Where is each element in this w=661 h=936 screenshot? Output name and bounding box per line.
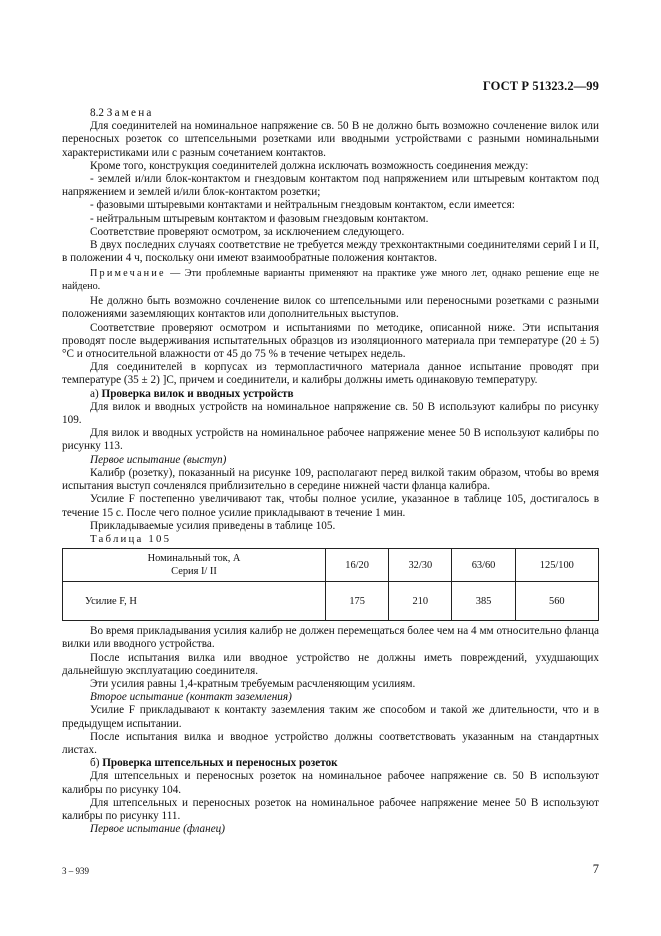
note-text: — Эти проблемные варианты применяют на практике уже много лет, однако решение еще не найдено. [62,268,599,292]
paragraph: Для вилок и вводных устройств на номинальное напряжение св. 50 В используют калибры по рисунку 109. [62,400,599,427]
paragraph: Для штепсельных и переносных розеток на номинальное рабочее напряжение св. 50 В используют калибры по рисунку 104. [62,770,599,796]
table-cell: 560 [515,582,598,621]
table-cell: 210 [389,582,452,621]
document-body [62,107,599,836]
paragraph: Усилие F постепенно увеличивают так, чтобы полное усилие, указанное в таблице 105, достигалось в течение 15 с. После чего полное усилие прикладывают в течение 1 мин. [62,493,599,519]
subsection-b-title: Проверка штепсельных и переносных розеток [102,757,338,770]
paragraph: Для соединителей на номинальное напряжение св. 50 В не должно быть возможно сочленение вилок или переносных розеток со штепсельными розетками или вводными устройствами с разными номинальными характеристиками или с разным сочетанием контактов. [62,120,599,159]
subsection-b-heading [62,757,599,770]
list-item: - землей и/или блок-контактом и гнездовым контактом под напряжением или штыревым контактом под напряжением и землей и/или блок-контактом розетки; [62,173,599,199]
paragraph: Для вилок и вводных устройств на номинальное рабочее напряжение менее 50 В используют калибры по рисунку 113. [62,427,599,453]
paragraph: Во время прикладывания усилия калибр не должен перемещаться более чем на 4 мм относительно фланца вилки или вводного устройства. [62,625,599,651]
paragraph: Для штепсельных и переносных розеток на номинальное рабочее напряжение менее 50 В используют калибры по рисунку 111. [62,796,599,822]
table-header-row [63,549,599,582]
paragraph: После испытания вилка или вводное устройство не должны иметь повреждений, ухудшающих дальнейшую эксплуатацию соединителя. [62,651,599,677]
paragraph: В двух последних случаях соответствие не требуется между трехконтактными соединителями серий I и II, в положении 4 ч, поскольку они имеют взаимообратные положения контактов. [62,239,599,265]
standard-code-header: ГОСТ Р 51323.2—99 [482,79,599,93]
subsection-b-label: б) [90,757,100,770]
table-header-cell: 63/60 [452,549,515,582]
paragraph: Прикладываемые усилия приведены в таблице 105. [90,519,336,532]
table-cell: 175 [326,582,389,621]
note-label: Примечание [90,268,166,280]
section-heading [62,107,599,120]
subsection-a-heading [62,388,599,401]
second-test-heading: Второе испытание (контакт заземления) [90,691,292,704]
subsection-a-title: Проверка вилок и вводных устройств [101,387,294,400]
paragraph: Для соединителей в корпусах из термопластичного материала данное испытание проводят при температуре (35 ± 2) ]С, причем и соединители, и калибры должны иметь одинаковую температуру. [62,361,599,387]
note [62,268,599,293]
paragraph: Не должно быть возможно сочленение вилок со штепсельными или переносными розетками с разными положениями заземляющих контактов или дополнительных выступов. [62,295,599,321]
table-105 [62,548,599,621]
table-row [63,582,599,621]
paragraph: Соответствие проверяют осмотром и испытаниями по методике, описанной ниже. Эти испытания проводят после выдерживания испытательных образцов из изоляционного материала при температуре (20 ± 5) °С и относительной влажности от 45 до 75 % в течение четырех недель. [62,321,599,361]
subsection-a-label: а) [90,387,99,400]
section-number: 8.2 [90,107,104,119]
page-number: 7 [592,862,599,876]
first-test-b-heading: Первое испытание (фланец) [90,823,225,836]
paragraph: Усилие F прикладывают к контакту заземления таким же способом и такой же длительности, что и в предыдущем испытании. [62,704,599,730]
table-caption: Таблица 105 [90,532,172,545]
list-item: - нейтральным штыревым контактом и фазовым гнездовым контактом. [90,212,429,225]
row-label-cell: Усилие F, Н [63,582,326,621]
paragraph: Калибр (розетку), показанный на рисунке 109, располагают перед вилкой таким образом, чтобы во время испытания выступ сочленялся приблизительно в середине нижней части фланца калибра. [62,466,599,493]
list-item: - фазовыми штыревыми контактами и нейтральным гнездовым контактом, если имеется: [90,199,515,212]
paragraph: Эти усилия равны 1,4-кратным требуемым расчленяющим усилиям. [90,677,416,690]
paragraph: Кроме того, конструкция соединителей должна исключать возможность соединения между: [90,159,529,172]
table-header-cell: 16/20 [326,549,389,582]
first-test-heading: Первое испытание (выступ) [90,453,227,466]
paragraph: После испытания вилка и вводное устройство должны соответствовать указанным на стандартных листах. [62,730,599,756]
print-code: 3 – 939 [62,866,89,876]
header-line-current: Номинальный ток, А [147,552,241,564]
header-line-series: Серия I/ II [171,566,217,578]
table-cell: 385 [452,582,515,621]
table-header-cell: 125/100 [515,549,598,582]
table-header-cell [63,549,326,582]
paragraph: Соответствие проверяют осмотром, за исключением следующего. [90,225,405,238]
section-title: Замена [106,107,154,119]
table-header-cell: 32/30 [389,549,452,582]
